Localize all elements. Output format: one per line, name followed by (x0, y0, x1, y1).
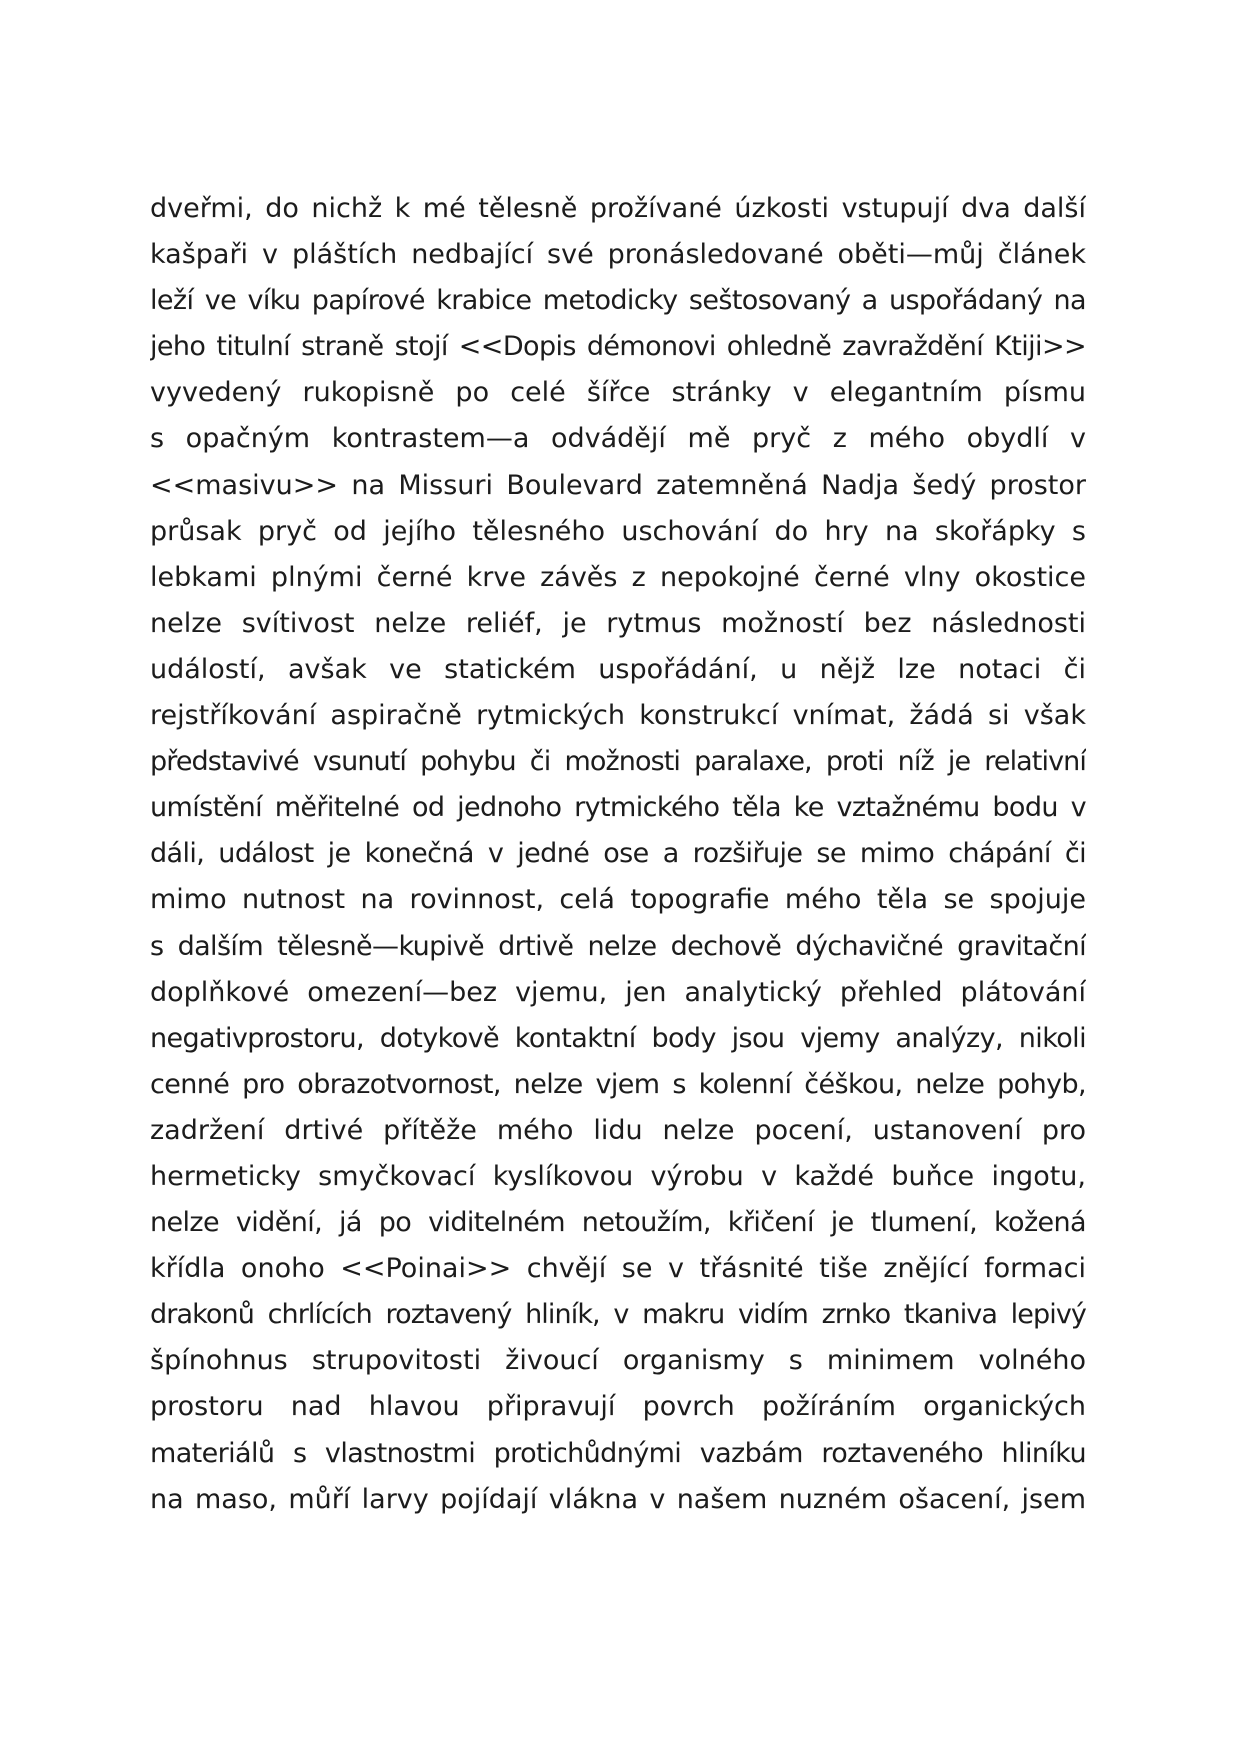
text-line: drakonů chrlících roztavený hliník, v makru vidím zrnko tkaniva lepivý (150, 1299, 1086, 1331)
text-line: negativprostoru, dotykově kontaktní body jsou vjemy analýzy, nikoli (150, 1022, 1086, 1054)
text-line: zadržení drtivé přítěže mého lidu nelze pocení, ustanovení pro (150, 1114, 1086, 1146)
text-line: prostoru nad hlavou připravují povrch požíráním organických (150, 1391, 1086, 1423)
text-line: doplňkové omezení—bez vjemu, jen analytický přehled plátování (150, 976, 1086, 1008)
text-line: <<masivu>> na Missuri Boulevard zatemněná Nadja šedý prostor (150, 469, 1086, 501)
text-line: jeho titulní straně stojí <<Dopis démonovi ohledně zavraždění Ktiji>> (150, 331, 1086, 363)
text-line: špínohnus strupovitosti živoucí organismy s minimem volného (150, 1345, 1086, 1377)
text-line: umístění měřitelné od jednoho rytmického těla ke vztažnému bodu v (150, 792, 1086, 824)
text-line: materiálů s vlastnostmi protichůdnými vazbám roztaveného hliníku (150, 1437, 1086, 1469)
text-line: kašpaři v pláštích nedbající své pronásledované oběti—můj článek (150, 239, 1086, 271)
text-line: křídla onoho <<Poinai>> chvějí se v třásnité tiše znějící formaci (150, 1253, 1086, 1285)
text-line: s dalším tělesně—kupivě drtivě nelze dechově dýchavičné gravitační (150, 930, 1086, 962)
text-line: leží ve víku papírové krabice metodicky seštosovaný a uspořádaný na (150, 285, 1086, 317)
text-line: mimo nutnost na rovinnost, celá topografie mého těla se spojuje (150, 884, 1086, 916)
text-line: dveřmi, do nichž k mé tělesně prožívané úzkosti vstupují dva další (150, 193, 1086, 224)
body-text (150, 186, 1086, 1523)
text-line: dáli, událost je konečná v jedné ose a rozšiřuje se mimo chápání či (150, 838, 1086, 870)
text-line: průsak pryč od jejího tělesného uschování do hry na skořápky s (150, 515, 1086, 547)
text-line: událostí, avšak ve statickém uspořádání, u nějž lze notaci či (150, 653, 1086, 685)
text-line: představivé vsunutí pohybu či možnosti paralaxe, proti níž je relativní (150, 746, 1086, 778)
text-line: hermeticky smyčkovací kyslíkovou výrobu v každé buňce ingotu, (150, 1160, 1086, 1192)
text-line: na maso, můří larvy pojídají vlákna v našem nuzném ošacení, jsem (150, 1483, 1086, 1515)
text-line: vyvedený rukopisně po celé šířce stránky v elegantním písmu (150, 377, 1086, 409)
text-line: cenné pro obrazotvornost, nelze vjem s kolenní čéškou, nelze pohyb, (150, 1068, 1086, 1100)
text-line: nelze svítivost nelze reliéf, je rytmus možností bez následnosti (150, 607, 1086, 639)
text-line: s opačným kontrastem—a odvádějí mě pryč z mého obydlí v (150, 423, 1086, 455)
text-line: nelze vidění, já po viditelném netoužím, křičení je tlumení, kožená (150, 1207, 1086, 1239)
text-line: lebkami plnými černé krve závěs z nepokojné černé vlny okostice (150, 561, 1086, 593)
text-line: rejstříkování aspiračně rytmických konstrukcí vnímat, žádá si však (150, 700, 1086, 732)
